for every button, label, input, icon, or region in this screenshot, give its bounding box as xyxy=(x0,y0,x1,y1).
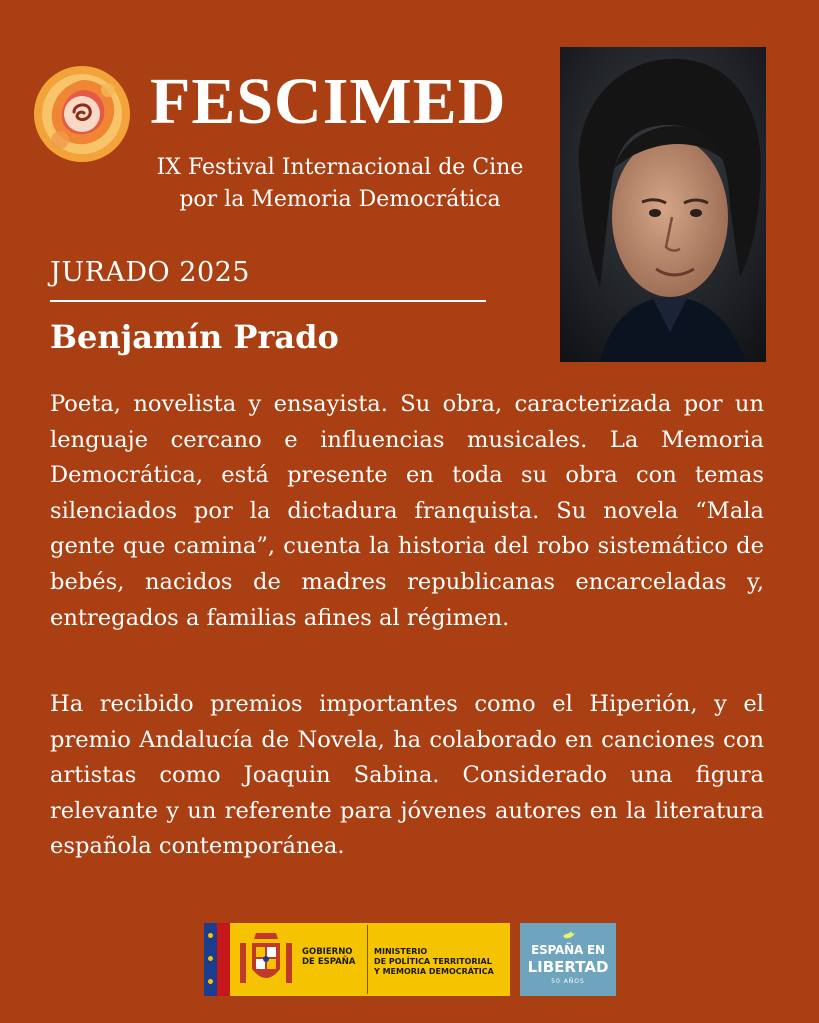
gobierno-text xyxy=(302,947,364,967)
ministerio-line-3: Y MEMORIA DEMOCRÁTICA xyxy=(374,967,494,976)
sponsor-logos xyxy=(204,923,616,996)
eu-spain-flag-icon xyxy=(204,923,230,996)
festival-title: FESCIMED xyxy=(150,65,507,138)
section-divider xyxy=(50,300,486,302)
subtitle-line-2: por la Memoria Democrática xyxy=(179,187,501,212)
subtitle-line-1: IX Festival Internacional de Cine xyxy=(156,155,524,180)
dove-icon xyxy=(562,929,576,941)
jury-year-label: JURADO 2025 xyxy=(50,257,250,288)
festival-subtitle xyxy=(130,152,550,216)
bio-paragraph-1: Poeta, novelista y ensayista. Su obra, caracterizada por un lenguaje cercano e influencias musicales. La Memoria Democrática, está presente en toda su obra con temas silenciados por la dictadura franquista. Su novela “Mala gente que camina”, cuenta la historia del robo sistemático de bebés, nacidos de madres republicanas encarceladas y, entregados a familias afines al régimen. xyxy=(50,391,764,631)
portrait-photo xyxy=(560,47,766,362)
gobierno-line-1: GOBIERNO xyxy=(302,947,353,957)
portrait-illustration xyxy=(560,47,766,362)
ministerio-text xyxy=(374,947,508,977)
bio-paragraph-2: Ha recibido premios importantes como el Hiperión, y el premio Andalucía de Novela, ha colaborado en canciones con artistas como Joaquin Sabina. Considerado una figura relevante y un referente para jóvenes autores en la literatura española contemporánea. xyxy=(50,691,764,860)
libertad-line-2: LIBERTAD xyxy=(527,958,609,976)
libertad-line-3: 50 AÑOS xyxy=(551,978,585,985)
ministerio-line-2: DE POLÍTICA TERRITORIAL xyxy=(374,957,492,966)
fescimed-logo-icon xyxy=(30,62,134,166)
gobierno-line-2: DE ESPAÑA xyxy=(302,957,356,967)
jury-member-name: Benjamín Prado xyxy=(50,318,339,356)
ministerio-line-1: MINISTERIO xyxy=(374,947,428,956)
logo-divider xyxy=(367,925,368,994)
gobierno-logo xyxy=(204,923,510,996)
espana-en-libertad-logo xyxy=(520,923,616,996)
libertad-line-1: ESPAÑA EN xyxy=(531,943,605,957)
coat-of-arms-icon xyxy=(234,929,298,991)
